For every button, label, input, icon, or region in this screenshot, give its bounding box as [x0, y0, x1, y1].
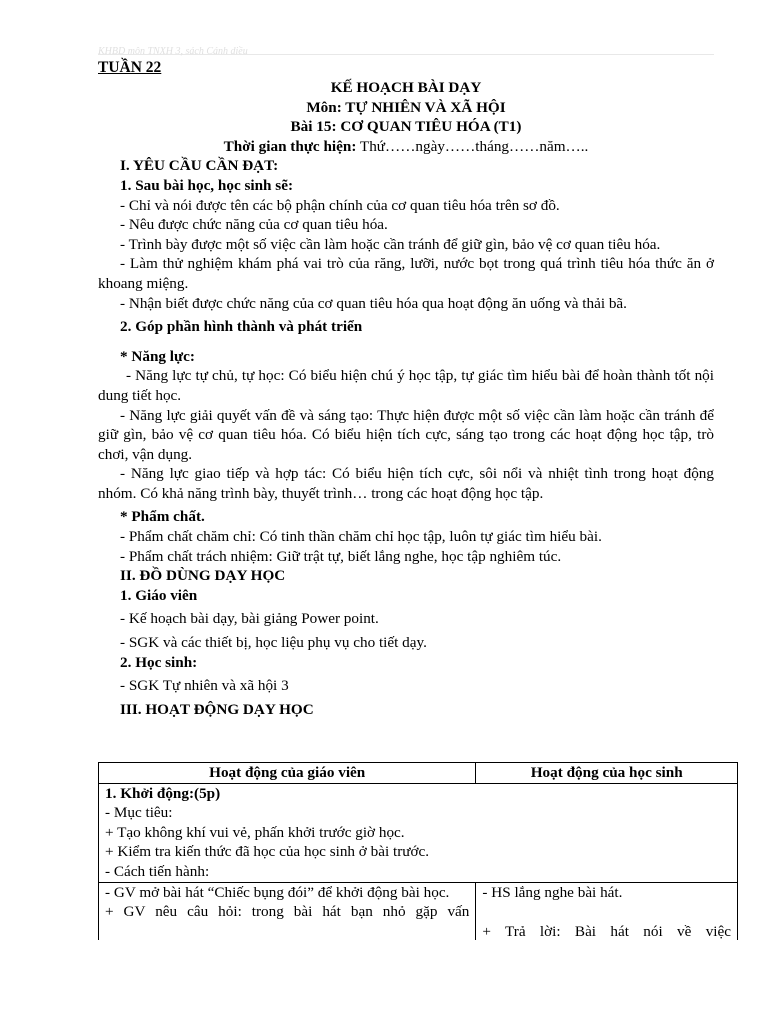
time-value: Thứ……ngày……tháng……năm…..	[356, 137, 589, 155]
quality-2: - Phẩm chất trách nhiệm: Giữ trật tự, biết lắng nghe, học tập nghiêm túc.	[120, 547, 562, 565]
warmup-line-1: - Mục tiêu:	[105, 804, 173, 822]
plan-title: KẾ HOẠCH BÀI DẠY	[330, 79, 482, 96]
quality-heading: * Phẩm chất.	[120, 508, 205, 526]
student-item-1: - SGK Tự nhiên và xã hội 3	[120, 677, 289, 695]
teacher-activity-cell	[99, 882, 476, 940]
objective-3: - Trình bày được một số việc cần làm hoặc cần tránh để giữ gìn, bảo vệ cơ quan tiêu hóa.	[120, 235, 661, 253]
warmup-line-3: + Kiểm tra kiến thức đã học của học sinh ở bài trước.	[105, 843, 430, 861]
col-student-header: Hoạt động của học sinh	[476, 763, 738, 784]
teacher-activity-1: - GV mở bài hát “Chiếc bụng đói” để khởi động bài học.	[105, 883, 450, 901]
table-row	[99, 882, 738, 940]
objective-1: - Chỉ và nói được tên các bộ phận chính của cơ quan tiêu hóa trên sơ đồ.	[120, 196, 560, 214]
section-1-heading: I. YÊU CẦU CẦN ĐẠT:	[120, 157, 279, 175]
student-activity-cell	[476, 882, 738, 940]
section-1-sub1: 1. Sau bài học, học sinh sẽ:	[120, 176, 294, 194]
section-3-heading: III. HOẠT ĐỘNG DẠY HỌC	[120, 700, 314, 718]
objective-2: - Nêu được chức năng của cơ quan tiêu hóa.	[120, 216, 388, 234]
objective-5: - Nhận biết được chức năng của cơ quan tiêu hóa qua hoạt động ăn uống và thải bã.	[120, 294, 627, 312]
competency-2: - Năng lực giải quyết vấn đề và sáng tạo: Thực hiện được một số việc cần làm hoặc cần tránh để giữ gìn, bảo vệ cơ quan tiêu hóa. Có biểu hiện tích cực, sáng tạo trong các hoạt động học tập, trò chơi, vận dụng.	[98, 406, 714, 463]
spacer	[482, 902, 731, 922]
page-header	[98, 40, 714, 55]
competency-1: - Năng lực tự chủ, tự học: Có biểu hiện chú ý học tập, tự giác tìm hiểu bài để hoàn thành tốt nội dung tiết học.	[98, 367, 714, 404]
teacher-activity-2: + GV nêu câu hỏi: trong bài hát bạn nhỏ gặp vấn	[105, 903, 470, 921]
competency-heading: * Năng lực:	[120, 347, 195, 365]
subject-title: Môn: TỰ NHIÊN VÀ XÃ HỘI	[306, 98, 506, 116]
warmup-line-2: + Tạo không khí vui vẻ, phấn khởi trước giờ học.	[105, 823, 405, 841]
teacher-heading: 1. Giáo viên	[120, 586, 198, 604]
time-line	[98, 137, 714, 157]
objective-4: - Làm thử nghiệm khám phá vai trò của răng, lưỡi, nước bọt trong quá trình tiêu hóa thức ăn ở khoang miệng.	[98, 255, 714, 292]
student-heading: 2. Học sinh:	[120, 653, 198, 671]
warmup-cell	[99, 783, 738, 882]
teacher-item-2: - SGK và các thiết bị, học liệu phụ vụ cho tiết dạy.	[120, 634, 427, 652]
student-activity-2: + Trả lời: Bài hát nói về việc	[482, 922, 731, 940]
header-text: KHBD môn TNXH 3, sách Cánh diều	[98, 46, 248, 57]
activity-table	[98, 762, 738, 940]
week-label: TUẦN 22	[98, 59, 162, 76]
activity-table-wrapper	[98, 762, 738, 940]
student-activity-1: - HS lắng nghe bài hát.	[482, 883, 623, 901]
lesson-title: Bài 15: CƠ QUAN TIÊU HÓA (T1)	[290, 118, 522, 136]
document-body	[98, 78, 714, 719]
table-header-row	[99, 763, 738, 784]
warmup-line-4: - Cách tiến hành:	[105, 862, 210, 880]
section-2-heading: II. ĐỒ DÙNG DẠY HỌC	[120, 567, 286, 585]
table-row	[99, 783, 738, 882]
quality-1: - Phẩm chất chăm chỉ: Có tinh thần chăm chỉ học tập, luôn tự giác tìm hiểu bài.	[120, 528, 602, 546]
col-teacher-header: Hoạt động của giáo viên	[99, 763, 476, 784]
teacher-item-1: - Kế hoạch bài dạy, bài giảng Power point.	[120, 610, 379, 628]
warmup-title: 1. Khởi động:(5p)	[105, 784, 221, 802]
section-1-sub2: 2. Góp phần hình thành và phát triển	[120, 318, 363, 336]
competency-3: - Năng lực giao tiếp và hợp tác: Có biểu hiện tích cực, sôi nổi và nhiệt tình trong hoạt động nhóm. Có khả năng trình bày, thuyết trình… trong các hoạt động học tập.	[98, 465, 714, 502]
time-label: Thời gian thực hiện:	[223, 137, 357, 155]
